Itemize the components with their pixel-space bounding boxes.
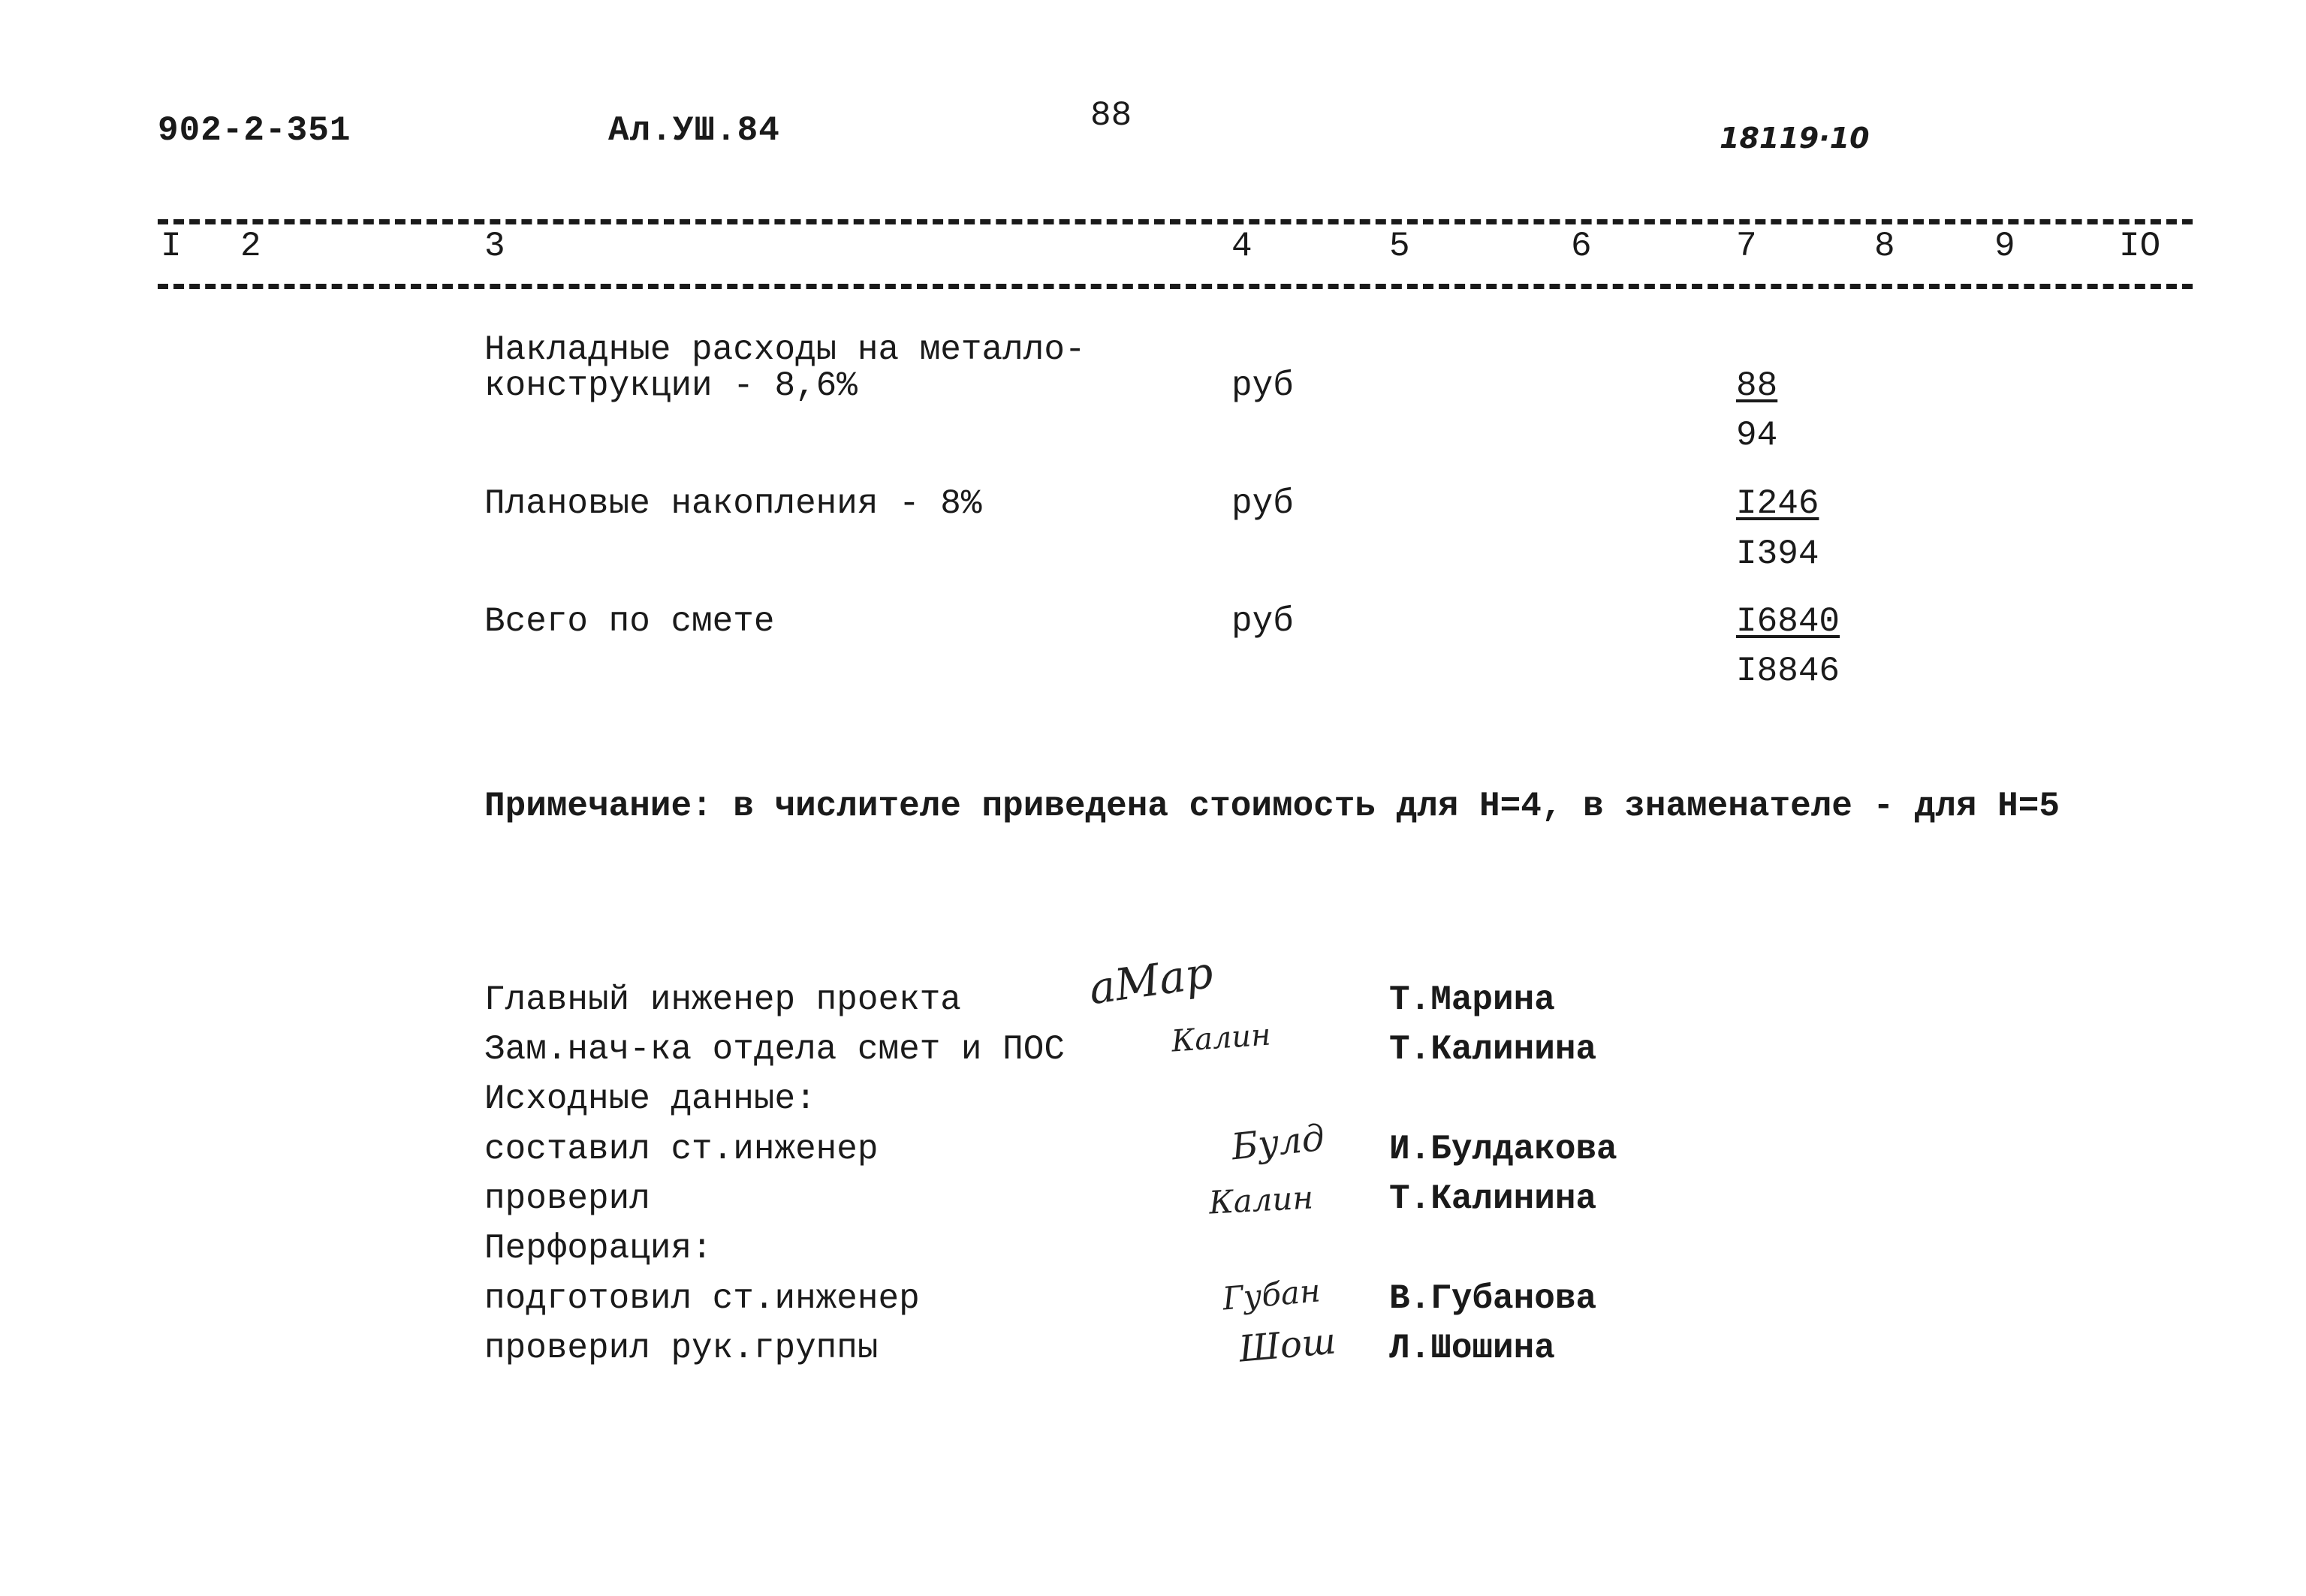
column-header-3: 3 bbox=[484, 227, 505, 266]
header-top-rule bbox=[158, 219, 2193, 224]
signature-5: Калин bbox=[1207, 1179, 1315, 1221]
signature-name-5: Т.Калинина bbox=[1389, 1179, 1597, 1218]
handwritten-code: 18119·10 bbox=[1720, 122, 1870, 155]
row-1-unit: руб bbox=[1231, 366, 1294, 405]
signature-role-5: проверил bbox=[484, 1179, 650, 1218]
row-3-unit: руб bbox=[1231, 602, 1294, 641]
row-3-numerator: I6840 bbox=[1736, 602, 1840, 641]
signature-name-7: В.Губанова bbox=[1389, 1279, 1597, 1318]
album-code: Ал.УШ.84 bbox=[608, 111, 780, 150]
signature-role-2: Зам.нач-ка отдела смет и ПОС bbox=[484, 1030, 1065, 1069]
signature-name-1: Т.Марина bbox=[1389, 980, 1555, 1019]
column-header-7: 7 bbox=[1736, 227, 1757, 266]
section-label-source-data: Исходные данные: bbox=[484, 1080, 816, 1119]
signature-name-4: И.Булдакова bbox=[1389, 1130, 1617, 1169]
signature-role-7: подготовил ст.инженер bbox=[484, 1279, 920, 1318]
column-header-10: IO bbox=[2119, 227, 2161, 266]
row-2-name: Плановые накопления - 8% bbox=[484, 484, 982, 523]
signature-name-2: Т.Калинина bbox=[1389, 1030, 1597, 1069]
document-code: 902-2-351 bbox=[158, 111, 351, 150]
row-2-unit: руб bbox=[1231, 484, 1294, 523]
signature-7: Губан bbox=[1221, 1272, 1322, 1317]
column-header-4: 4 bbox=[1231, 227, 1252, 266]
column-header-9: 9 bbox=[1994, 227, 2015, 266]
row-2-numerator: I246 bbox=[1736, 484, 1819, 523]
column-header-6: 6 bbox=[1571, 227, 1592, 266]
signature-name-8: Л.Шошина bbox=[1389, 1329, 1555, 1368]
row-1-name-line1: Накладные расходы на металло- bbox=[484, 330, 1086, 369]
section-label-perforation: Перфорация: bbox=[484, 1229, 713, 1268]
row-1-name-line2: конструкции - 8,6% bbox=[484, 366, 858, 405]
signature-role-4: составил ст.инженер bbox=[484, 1130, 879, 1169]
signature-4: Булд bbox=[1229, 1116, 1327, 1169]
column-header-8: 8 bbox=[1874, 227, 1895, 266]
column-header-2: 2 bbox=[240, 227, 261, 266]
footnote: Примечание: в числителе приведена стоимость для Н=4, в знаменателе - для Н=5 bbox=[484, 787, 2060, 826]
page-number: 88 bbox=[1090, 96, 1132, 135]
row-3-name: Всего по смете bbox=[484, 602, 775, 641]
signature-1: аМар bbox=[1086, 946, 1216, 1015]
header-bottom-rule bbox=[158, 284, 2193, 289]
signature-8: Шош bbox=[1237, 1320, 1338, 1371]
column-header-1: I bbox=[161, 227, 182, 266]
row-3-denominator: I8846 bbox=[1736, 652, 1840, 691]
row-2-denominator: I394 bbox=[1736, 535, 1819, 574]
signature-2: Калин bbox=[1170, 1017, 1272, 1059]
row-1-denominator: 94 bbox=[1736, 416, 1778, 455]
signature-role-8: проверил рук.группы bbox=[484, 1329, 879, 1368]
column-header-5: 5 bbox=[1389, 227, 1410, 266]
signature-role-1: Главный инженер проекта bbox=[484, 980, 961, 1019]
row-1-numerator: 88 bbox=[1736, 366, 1778, 405]
